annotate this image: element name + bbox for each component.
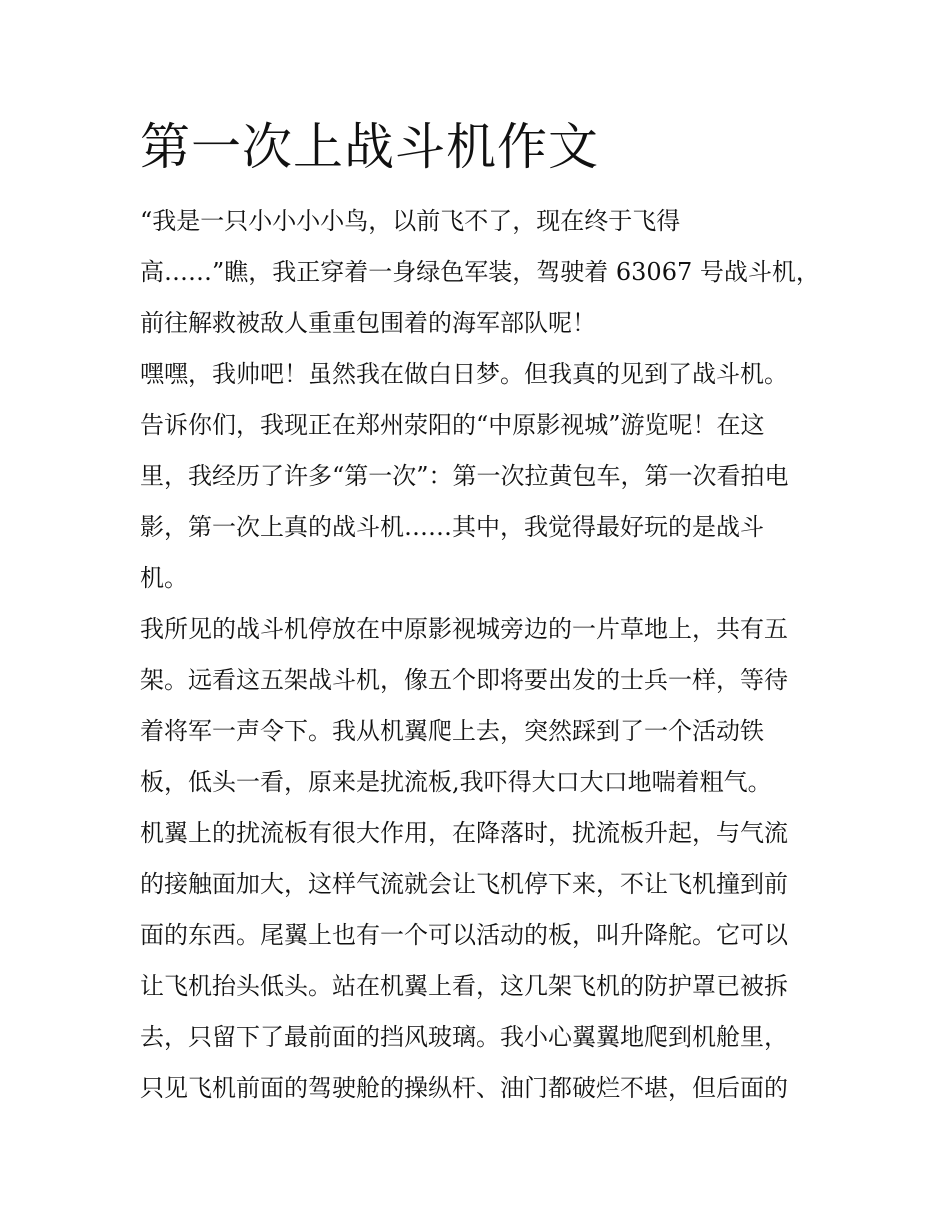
- text-line: 让飞机抬头低头。站在机翼上看，这几架飞机的防护罩已被拆: [140, 972, 788, 1000]
- text-line: 里，我经历了许多“第一次”：第一次拉黄包车，第一次看拍电: [140, 462, 789, 490]
- text-line: 只见飞机前面的驾驶舱的操纵杆、油门都破烂不堪，但后面的: [140, 1074, 788, 1102]
- text-line: 面的东西。尾翼上也有一个可以活动的板，叫升降舵。它可以: [140, 921, 788, 949]
- document-body: [140, 196, 830, 1114]
- text-line: 板，低头一看，原来是扰流板,我吓得大口大口地喘着粗气。: [140, 768, 772, 796]
- text-line: 的接触面加大，这样气流就会让飞机停下来，不让飞机撞到前: [140, 870, 788, 898]
- text-line: 前往解救被敌人重重包围着的海军部队呢！: [140, 309, 596, 337]
- text-line: 着将军一声令下。我从机翼爬上去，突然踩到了一个活动铁: [140, 717, 764, 745]
- text-line: 机翼上的扰流板有很大作用，在降落时，扰流板升起，与气流: [140, 819, 788, 847]
- text-line: 高……”瞧，我正穿着一身绿色军装，驾驶着 63067 号战斗机，: [140, 258, 820, 286]
- text-line: 机。: [140, 564, 188, 592]
- text-line: 影，第一次上真的战斗机……其中，我觉得最好玩的是战斗: [140, 513, 764, 541]
- text-line: “我是一只小小小小鸟，以前飞不了，现在终于飞得: [140, 207, 681, 235]
- text-line: 去，只留下了最前面的挡风玻璃。我小心翼翼地爬到机舱里，: [140, 1023, 788, 1051]
- text-line: 告诉你们，我现正在郑州荥阳的“中原影视城”游览呢！在这: [140, 411, 765, 439]
- text-line: 架。远看这五架战斗机，像五个即将要出发的士兵一样，等待: [140, 666, 788, 694]
- text-line: 嘿嘿，我帅吧！虽然我在做白日梦。但我真的见到了战斗机。: [140, 360, 788, 388]
- text-line: 我所见的战斗机停放在中原影视城旁边的一片草地上，共有五: [140, 615, 788, 643]
- document-title: 第一次上战斗机作文: [140, 118, 599, 176]
